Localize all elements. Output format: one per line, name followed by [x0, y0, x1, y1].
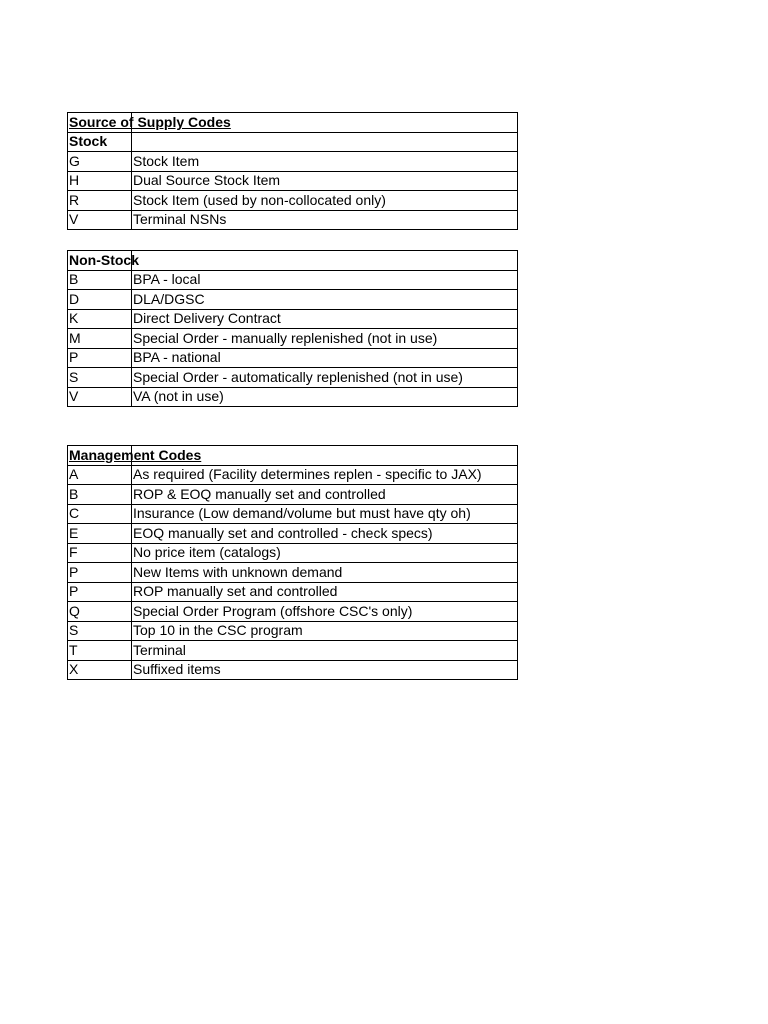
desc-cell: EOQ manually set and controlled - check specs): [132, 524, 518, 544]
desc-cell: ROP manually set and controlled: [132, 582, 518, 602]
table-row: [68, 504, 518, 524]
desc-cell: As required (Facility determines replen - specific to JAX): [132, 465, 518, 485]
table-header-row: [68, 446, 518, 466]
header-cell: [68, 446, 202, 466]
table-row: [68, 387, 518, 407]
code-cell: B: [68, 485, 132, 505]
code-cell: T: [68, 641, 132, 661]
section-label-cell: [68, 251, 139, 271]
table-row: [68, 582, 518, 602]
table-row: [68, 191, 518, 211]
desc-cell: ROP & EOQ manually set and controlled: [132, 485, 518, 505]
source-of-supply-table: [67, 112, 518, 230]
code-cell: P: [68, 348, 132, 368]
section-label: Non-Stock: [69, 251, 139, 268]
desc-cell: BPA - local: [132, 270, 518, 290]
code-cell: C: [68, 504, 132, 524]
section-label-empty: [132, 251, 518, 271]
table-row: [68, 210, 518, 230]
desc-cell: Stock Item (used by non-collocated only): [132, 191, 518, 211]
management-codes-table: [67, 445, 518, 680]
code-cell: S: [68, 368, 132, 388]
table-row: [68, 329, 518, 349]
code-cell: K: [68, 309, 132, 329]
table-row: [68, 641, 518, 661]
table-row: [68, 543, 518, 563]
desc-cell: New Items with unknown demand: [132, 563, 518, 583]
code-cell: M: [68, 329, 132, 349]
desc-cell: Insurance (Low demand/volume but must have qty oh): [132, 504, 518, 524]
table-row: [68, 524, 518, 544]
desc-cell: Suffixed items: [132, 660, 518, 680]
table-header-row: [68, 113, 518, 133]
code-cell: P: [68, 582, 132, 602]
code-cell: V: [68, 210, 132, 230]
table-row: [68, 290, 518, 310]
table-row: [68, 171, 518, 191]
desc-cell: Direct Delivery Contract: [132, 309, 518, 329]
desc-cell: Special Order - automatically replenished (not in use): [132, 368, 518, 388]
code-cell: F: [68, 543, 132, 563]
code-cell: A: [68, 465, 132, 485]
section-row: [68, 251, 518, 271]
code-cell: X: [68, 660, 132, 680]
code-cell: D: [68, 290, 132, 310]
desc-cell: BPA - national: [132, 348, 518, 368]
table-row: [68, 152, 518, 172]
section-row: [68, 132, 518, 152]
code-cell: Q: [68, 602, 132, 622]
table-row: [68, 563, 518, 583]
table-row: [68, 485, 518, 505]
table-row: [68, 621, 518, 641]
desc-cell: Special Order - manually replenished (not in use): [132, 329, 518, 349]
code-cell: S: [68, 621, 132, 641]
table-title: Source of Supply Codes: [69, 113, 231, 130]
code-cell: R: [68, 191, 132, 211]
code-cell: V: [68, 387, 132, 407]
non-stock-table: [67, 250, 518, 407]
desc-cell: Stock Item: [132, 152, 518, 172]
code-cell: B: [68, 270, 132, 290]
desc-cell: Terminal: [132, 641, 518, 661]
table-row: [68, 602, 518, 622]
desc-cell: No price item (catalogs): [132, 543, 518, 563]
desc-cell: Dual Source Stock Item: [132, 171, 518, 191]
table-row: [68, 348, 518, 368]
section-label-cell: [68, 132, 132, 152]
table-row: [68, 660, 518, 680]
desc-cell: Top 10 in the CSC program: [132, 621, 518, 641]
section-label: Stock: [69, 133, 108, 150]
section-label-empty: [132, 132, 518, 152]
code-cell: H: [68, 171, 132, 191]
code-cell: G: [68, 152, 132, 172]
desc-cell: Special Order Program (offshore CSC's only): [132, 602, 518, 622]
desc-cell: DLA/DGSC: [132, 290, 518, 310]
table-row: [68, 270, 518, 290]
table-row: [68, 465, 518, 485]
table-row: [68, 368, 518, 388]
code-cell: P: [68, 563, 132, 583]
desc-cell: VA (not in use): [132, 387, 518, 407]
table-row: [68, 309, 518, 329]
desc-cell: Terminal NSNs: [132, 210, 518, 230]
code-cell: E: [68, 524, 132, 544]
table-title: Management Codes: [69, 446, 202, 463]
header-cell: [68, 113, 231, 133]
